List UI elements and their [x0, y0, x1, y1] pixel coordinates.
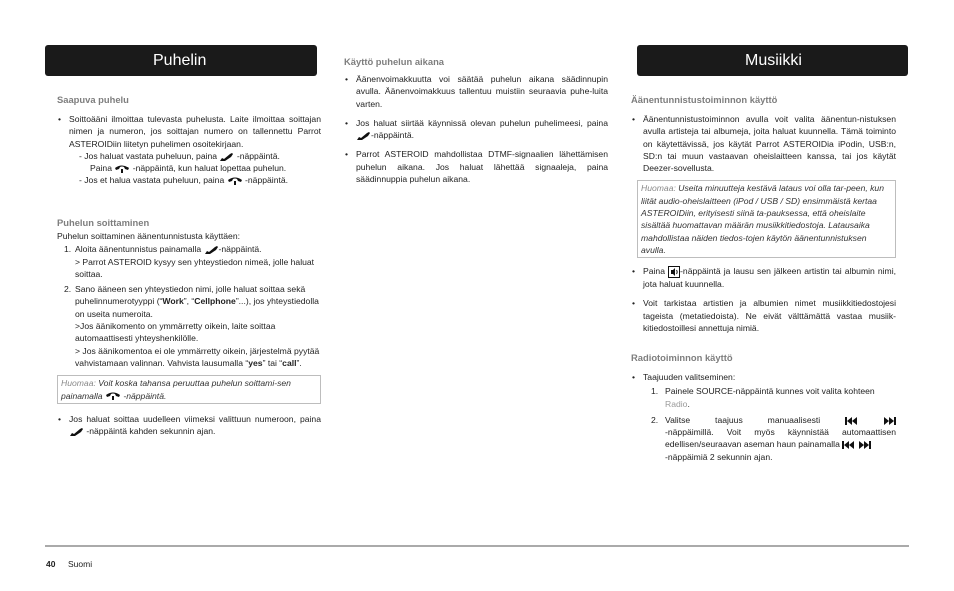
voice-recognition-block — [631, 113, 896, 334]
footer-divider — [45, 545, 909, 547]
numbered-item: 1. Aloita äänentunnistus painamalla -näppäintä. > Parrot ASTEROID kysyy sen yhteystiedon nimeä, jolle haluat soittaa. — [64, 244, 315, 279]
section-heading-radio: Radiotoiminnon käyttö — [631, 352, 733, 363]
page-number: 40 — [46, 559, 56, 569]
note-box: Huomaa: Voit koska tahansa peruuttaa puhelun soittami-sen painamalla -näppäintä. — [57, 375, 321, 404]
list-item: • Soittoääni ilmoittaa tulevasta puhelusta. Laite ilmoittaa soittajan nimen ja numeron, jos soittajan numero on tallennettu Parrot ASTEROIDiin liitetyn puhelimen osoitekirjaan. — [57, 113, 321, 150]
making-call-block — [57, 230, 321, 437]
list-item: • Äänentunnistustoiminnon avulla voit valita äänentun-nistuksen avulla artisteja tai albumeja, joita haluat kuunnella. Tämä toiminto on käytettävissä, jos käytät Parrot ASTEROIDia iPodin, USB:n, SD:n tai muun vastaavan oheislaitteen kanssa, tai jos käytät Deezer-sovellusta. — [631, 113, 896, 174]
list-item: • Paina -näppäintä ja lausu sen jälkeen artistin tai albumin nimi, jota haluat kuunnella. — [631, 265, 896, 290]
list-item: • Jos haluat soittaa uudelleen viimeksi valittuun numeroon, paina -näppäintä kahden sekunnin ajan. — [57, 413, 321, 438]
list-item: - Jos haluat vastata puheluun, paina -näppäintä. — [79, 150, 280, 161]
section-heading-making-call: Puhelun soittaminen — [57, 217, 150, 228]
phone-answer-icon — [219, 152, 234, 162]
incoming-call-block — [57, 113, 321, 187]
footer-language: Suomi — [68, 559, 93, 569]
radio-block — [631, 371, 896, 463]
next-track-icon — [883, 417, 896, 425]
phone-hangup-icon — [227, 176, 243, 186]
numbered-item: 1. Painele SOURCE-näppäintä kunnes voit valita kohteen Radio. — [651, 386, 875, 409]
note-box: Huomaa: Useita minuutteja kestävä lataus voi olla tar-peen, kun liität audio-oheislaitteen (iPod / USB / SD) ensimmäistä kertaa ASTEROIDiin, erityisesti siinä ta-pauksessa, että oheislaite sisältää huomattavan määrän musiikkitiedostoja. Latausaika mahdollistaa näiden tiedos-tojen käytön äänentunnistuksen avulla. — [637, 180, 896, 258]
phone-answer-icon — [356, 131, 371, 141]
list-item: • Parrot ASTEROID mahdollistaa DTMF-signaalien lähettämisen puhelun aikana. Jos haluat lähettää signaaleja, paina säädinnuppia puhelun aikana. — [344, 148, 608, 185]
previous-track-icon — [842, 441, 855, 449]
phone-answer-icon — [69, 427, 84, 437]
list-item: • Jos haluat siirtää käynnissä olevan puhelun puhelimeesi, paina -näppäintä. — [344, 117, 608, 142]
section-heading-during-call: Käyttö puhelun aikana — [344, 56, 445, 67]
banner-title: Puhelin — [153, 52, 207, 69]
section-banner-phone — [45, 45, 317, 76]
phone-answer-icon — [204, 245, 219, 255]
list-item: • Äänenvoimakkuutta voi säätää puhelun aikana säädinnupin avulla. Äänenvoimakkuus tallentuu muistiin seuraavia puhe-luita varten. — [344, 73, 608, 110]
list-item: • Taajuuden valitseminen: — [631, 371, 896, 383]
phone-hangup-icon — [114, 164, 130, 174]
during-call-block — [344, 73, 608, 185]
section-banner-music — [637, 45, 908, 76]
numbered-item: 2. Valitse taajuus manuaalisesti -näppäimillä. Voit myös käynnistää automaattisen edellisen/seuraavan aseman haun painamalla -näppäimiä 2 sekunnin ajan. — [651, 414, 896, 462]
banner-title: Musiikki — [745, 52, 802, 69]
list-item: - Jos et halua vastata puheluun, paina -näppäintä. — [79, 175, 289, 186]
section-heading-incoming-call: Saapuva puhelu — [57, 94, 129, 105]
voice-button-icon — [668, 266, 680, 278]
section-heading-voice-recognition: Äänentunnistustoiminnon käyttö — [631, 94, 778, 105]
previous-track-icon — [845, 417, 858, 425]
numbered-item: 2. Sano ääneen sen yhteystiedon nimi, jolle haluat soittaa sekä puhelinnumerotyyppi (“Work”, “Cellphone”...), jos yhteystiedolla on useita numeroita. >Jos äänikomento on ymmärretty oikein, laite soittaa automaattisesti yhteyshenkilölle. > Jos äänikomentoa ei ole ymmärretty oikein, järjestelmä pyytää vahvistamaan valinnan. Vahvista lausumalla “yes” tai “call”. — [64, 284, 320, 368]
next-track-icon — [858, 441, 871, 449]
phone-hangup-icon — [105, 391, 121, 401]
list-item: Paina -näppäintä, kun haluat lopettaa puhelun. — [90, 163, 287, 174]
intro-text: Puhelun soittaminen äänentunnistusta käyttäen: — [57, 231, 240, 241]
list-item: • Voit tarkistaa artistien ja albumien nimet musiikkitiedostojesi tageista (metatiedoista). Ne eivät välttämättä vastaa musiik-kitiedostoillesi annettuja nimiä. — [631, 297, 896, 334]
